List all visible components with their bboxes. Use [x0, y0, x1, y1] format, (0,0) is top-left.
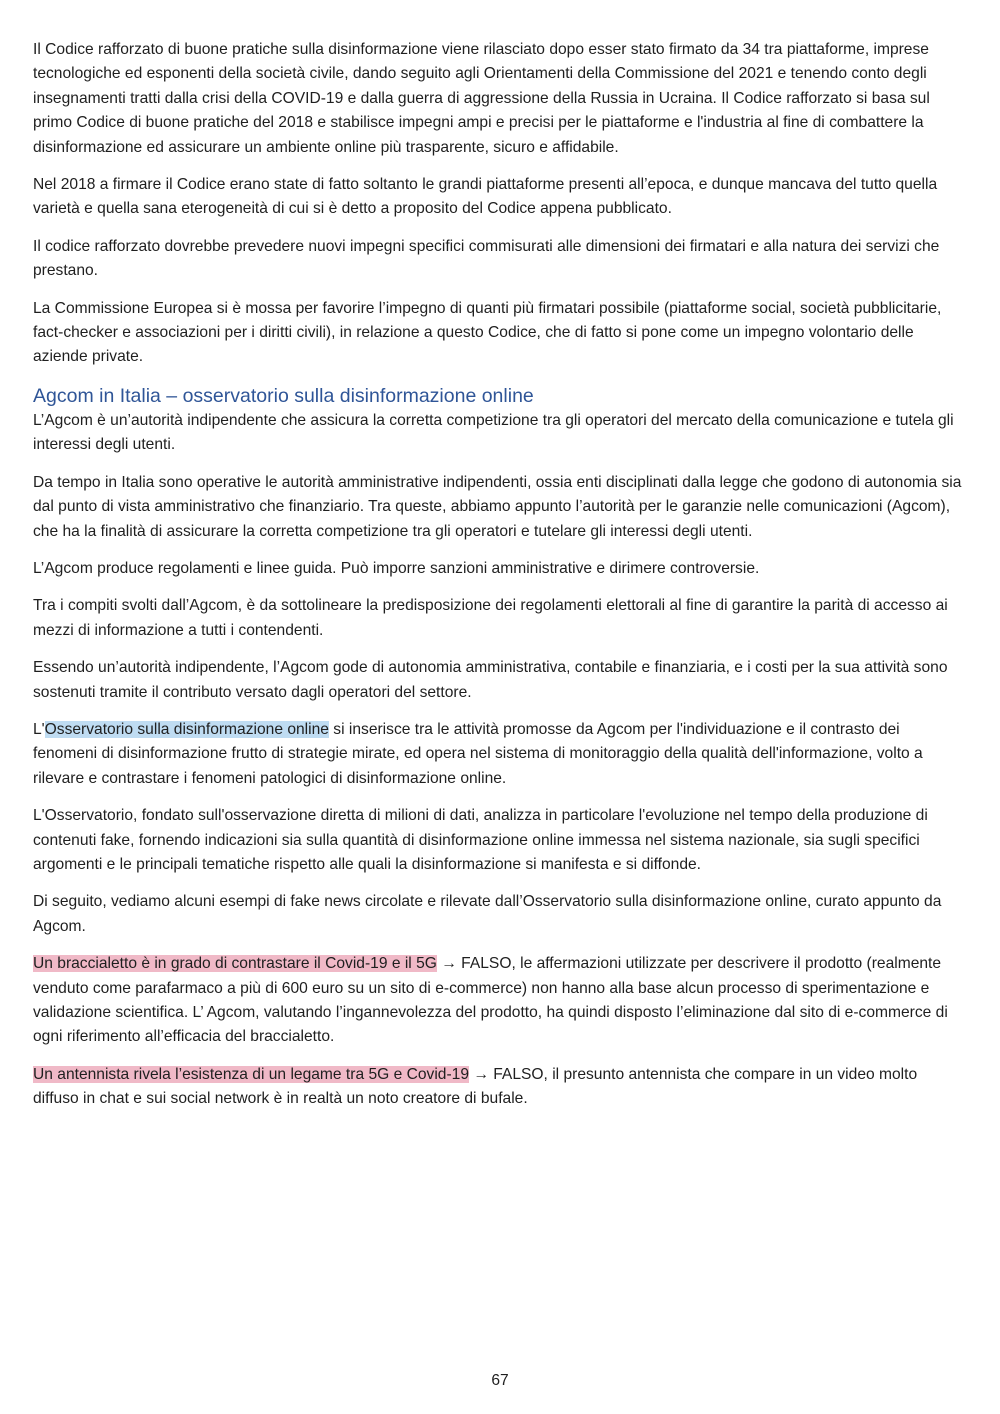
fake-news-verdict: → FALSO, le affermazioni utilizzate per descrivere il prodotto (realmente venduto come parafarmaco a più di 600 euro su un sito di e-commerce) non hanno alla base alcun processo di sperimentazione e validazione scientifica. L’ Agcom, valutando l’ingannevolezza del prodotto, ha quindi disposto l’eliminazione dal sito di e-commerce di ogni riferimento all’efficacia del braccialetto. — [33, 955, 948, 1046]
fake-news-claim: Un antennista rivela l’esistenza di un legame tra 5G e Covid-19 — [33, 1065, 469, 1083]
paragraph-autorita-indipendenti: Da tempo in Italia sono operative le autorità amministrative indipendenti, ossia enti disciplinati dalla legge che godono di autonomia sia dal punto di vista amministrativo che finanziario. Tra queste, abbiamo appunto l’autorità per le garanzie nelle comunicazioni (Agcom), che ha la finalità di assicurare la corretta competizione tra gli operatori e tutelare gli interessi degli utenti. — [33, 473, 962, 540]
paragraph-autonomia: Essendo un’autorità indipendente, l’Agcom gode di autonomia amministrativa, contabile e finanziaria, e i costi per la sua attività sono sostenuti tramite il contributo versato dagli operatori del settore. — [33, 659, 948, 701]
fake-news-claim: Un braccialetto è in grado di contrastare il Covid-19 e il 5G — [33, 955, 437, 973]
paragraph-esempi: Di seguito, vediamo alcuni esempi di fake news circolate e rilevate dall’Osservatorio sulla disinformazione online, curato appunto da Agcom. — [33, 893, 942, 935]
osservatorio-prefix: L' — [33, 720, 45, 738]
osservatorio-rest: si inserisce tra le attività promosse da Agcom per l'individuazione e il contrasto dei fenomeni di disinformazione frutto di strategie mirate, ed opera nel sistema di monitoraggio della qualità dell'informazione, volto a rilevare e contrastare i fenomeni patologici di disinformazione online. — [33, 720, 923, 787]
paragraph-commissione-europea: La Commissione Europea si è mossa per favorire l’impegno di quanti più firmatari possibile (piattaforme social, società pubblicitarie, fact-checker e associazioni per i diritti civili), in relazione a questo Codice, che di fatto si pone come un impegno volontario delle aziende private. — [33, 299, 942, 366]
fake-news-verdict: → FALSO, il presunto antennista che compare in un video molto diffuso in chat e sui social network è in realtà un noto creatore di bufale. — [33, 1065, 918, 1108]
fake-news-item — [33, 1063, 967, 1112]
paragraph-nuovi-impegni: Il codice rafforzato dovrebbe prevedere nuovi impegni specifici commisurati alle dimensioni dei firmatari e alla natura dei servizi che prestano. — [33, 237, 940, 280]
paragraph-compiti: Tra i compiti svolti dall’Agcom, è da sottolineare la predisposizione dei regolamenti elettorali al fine di garantire la parità di accesso ai mezzi di informazione a tutti i contendenti. — [33, 597, 948, 639]
paragraph-osservatorio-dati: L'Osservatorio, fondato sull'osservazione diretta di milioni di dati, analizza in particolare l'evoluzione nel tempo della produzione di contenuti fake, fornendo indicazioni sia sulla quantità di disinformazione online immessa nel sistema nazionale, sia sugli specifici argomenti e le principali tematiche rispetto alle quali la disinformazione si manifesta e si diffonde. — [33, 807, 928, 873]
fake-news-item — [33, 952, 967, 1050]
section-heading: Agcom in Italia – osservatorio sulla disinformazione online — [33, 384, 534, 407]
highlight-osservatorio: Osservatorio sulla disinformazione online — [44, 720, 329, 738]
paragraph-codice-rafforzato: Il Codice rafforzato di buone pratiche sulla disinformazione viene rilasciato dopo esser stato firmato da 34 tra piattaforme, imprese tecnologiche ed esponenti della società civile, dando seguito agli Orientamenti della Commissione del 2021 e tenendo conto degli insegnamenti tratti dalla crisi della COVID-19 e dalla guerra di aggressione della Russia in Ucraina. Il Codice rafforzato si basa sul primo Codice di buone pratiche del 2018 e stabilisce impegni ampi e precisi per le piattaforme e l'industria al fine di combattere la disinformazione ed assicurare un ambiente online più trasparente, sicuro e affidabile. — [33, 41, 930, 156]
page-number: 67 — [491, 1372, 509, 1389]
paragraph-agcom-intro: L’Agcom è un’autorità indipendente che assicura la corretta competizione tra gli operatori del mercato della comunicazione e tutela gli interessi degli utenti. — [33, 411, 954, 454]
paragraph-codice-2018: Nel 2018 a firmare il Codice erano state di fatto soltanto le grandi piattaforme presenti all’epoca, e dunque mancava del tutto quella varietà e quella sana eterogeneità di cui si è detto a proposito del Codice appena pubblicato. — [33, 176, 938, 218]
paragraph-osservatorio — [33, 718, 967, 791]
paragraph-regolamenti: L’Agcom produce regolamenti e linee guida. Può imporre sanzioni amministrative e dirimere controversie. — [33, 559, 760, 577]
